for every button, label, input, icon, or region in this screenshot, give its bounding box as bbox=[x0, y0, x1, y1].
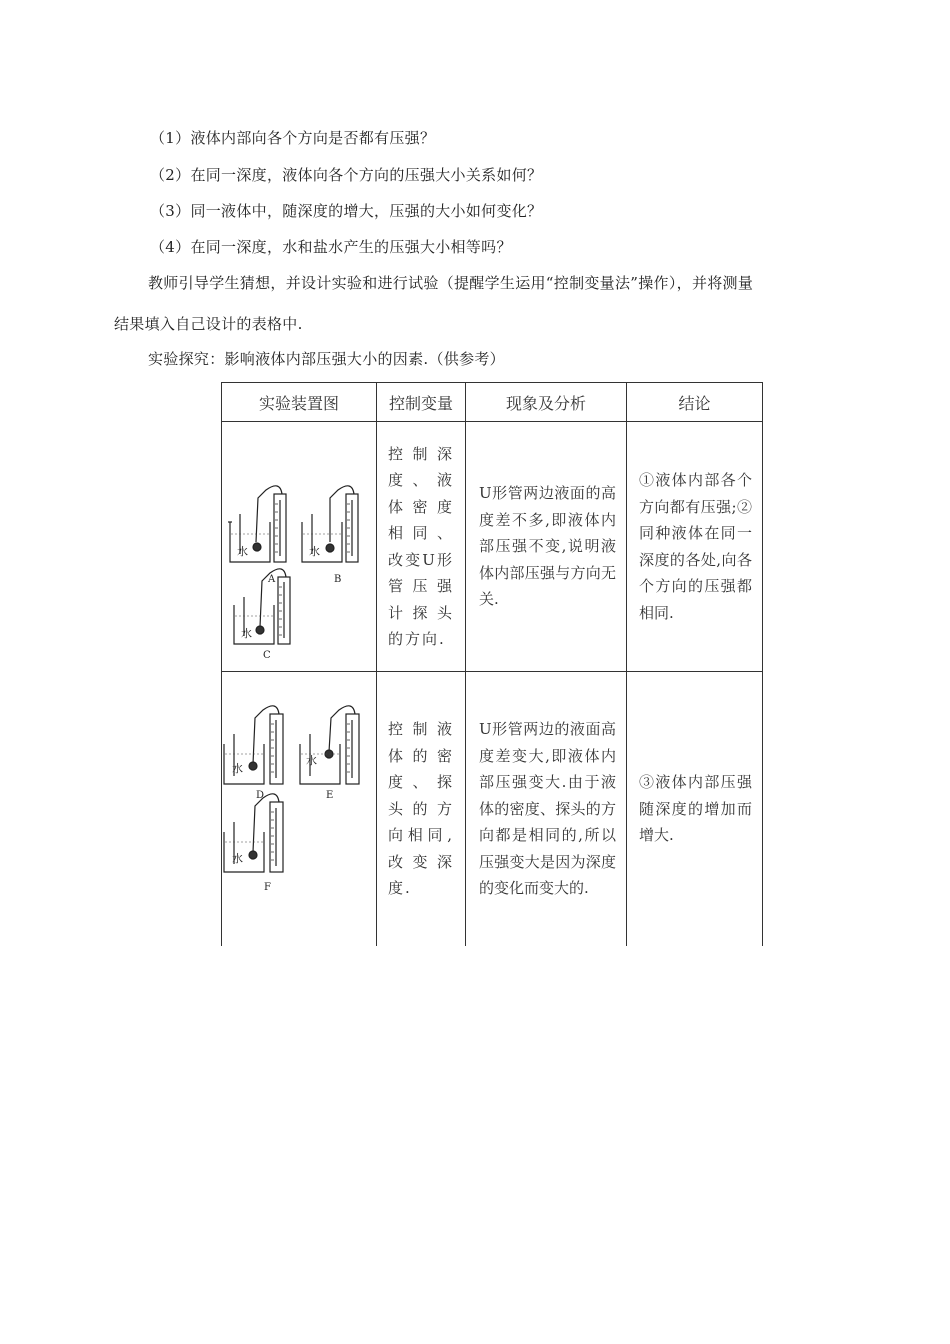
header-phenomenon: 现象及分析 bbox=[466, 383, 627, 422]
svg-text:E: E bbox=[326, 790, 334, 801]
svg-text:F: F bbox=[264, 882, 271, 893]
experiment-table bbox=[221, 382, 763, 946]
conclusion-2: ③液体内部压强随深度的增加而增大. bbox=[627, 672, 763, 947]
control-variable-2: 控制液体的密度、探头的方向相同,改变深度. bbox=[377, 672, 466, 947]
svg-text:水: 水 bbox=[237, 545, 248, 558]
question-4: （4）在同一深度，水和盐水产生的压强大小相等吗？ bbox=[150, 238, 512, 256]
phenomenon-2: U形管两边的液面高度差变大,即液体内部压强变大.由于液体的密度、探头的方向都是相同的,所以压强变大是因为深度的变化而变大的. bbox=[466, 672, 627, 947]
svg-text:水: 水 bbox=[232, 852, 243, 865]
table-row bbox=[222, 672, 763, 947]
pressure-gauge-diagram bbox=[222, 672, 377, 942]
question-2: （2）在同一深度，液体向各个方向的压强大小关系如何？ bbox=[150, 166, 543, 184]
svg-text:A: A bbox=[268, 574, 276, 585]
svg-text:水: 水 bbox=[306, 754, 317, 767]
svg-text:D: D bbox=[256, 790, 265, 801]
intro-paragraph-line-2: 结果填入自己设计的表格中. bbox=[114, 315, 303, 333]
phenomenon-1: U形管两边液面的高度差不多,即液体内部压强不变,说明液体内部压强与方向无关. bbox=[466, 422, 627, 672]
header-apparatus: 实验装置图 bbox=[222, 383, 377, 422]
question-3: （3）同一液体中，随深度的增大，压强的大小如何变化？ bbox=[150, 202, 543, 220]
conclusion-1: ①液体内部各个方向都有压强;②同种液体在同一深度的各处,向各个方向的压强都相同. bbox=[627, 422, 763, 672]
control-variable-1: 控制深度、液体密度相同、改变U形管压强计探头的方向. bbox=[377, 422, 466, 672]
svg-text:B: B bbox=[334, 574, 342, 585]
table-row bbox=[222, 422, 763, 672]
header-control: 控制变量 bbox=[377, 383, 466, 422]
intro-paragraph-line-1: 教师引导学生猜想，并设计实验和进行试验（提醒学生运用“控制变量法”操作），并将测量 bbox=[148, 274, 754, 292]
explore-title: 实验探究：影响液体内部压强大小的因素.（供参考） bbox=[148, 350, 505, 368]
apparatus-figure-def bbox=[222, 672, 377, 947]
svg-text:水: 水 bbox=[232, 762, 243, 775]
apparatus-figure-abc bbox=[222, 422, 377, 672]
header-conclusion: 结论 bbox=[627, 383, 763, 422]
svg-text:水: 水 bbox=[309, 545, 320, 558]
pressure-gauge-diagram bbox=[222, 422, 377, 667]
question-1: （1）液体内部向各个方向是否都有压强？ bbox=[150, 129, 436, 147]
svg-text:C: C bbox=[263, 650, 271, 661]
table-header-row bbox=[222, 383, 763, 422]
svg-text:水: 水 bbox=[241, 627, 252, 640]
